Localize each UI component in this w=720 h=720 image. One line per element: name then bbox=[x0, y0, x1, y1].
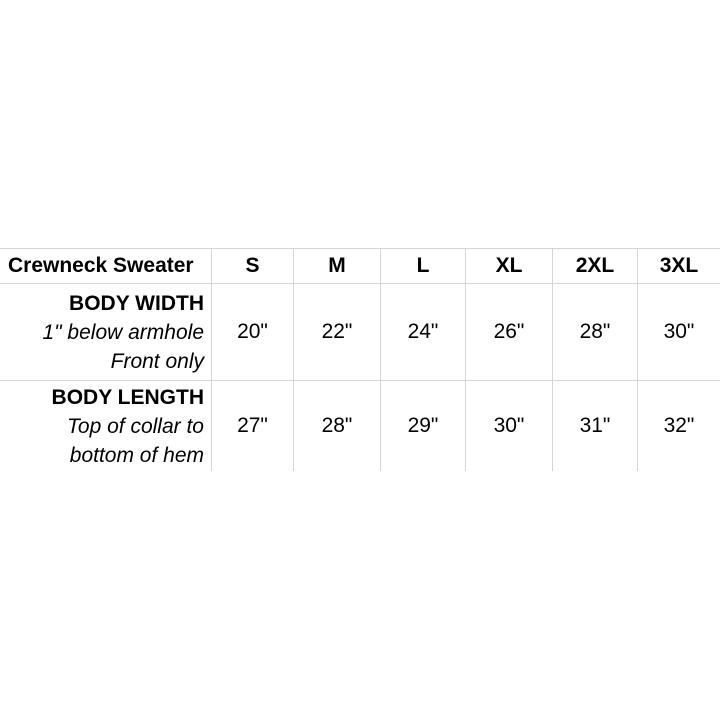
body-length-label-cell bbox=[0, 381, 212, 471]
size-value: 22" bbox=[321, 320, 353, 343]
body-width-value-2xl bbox=[553, 284, 638, 381]
size-header-label: L bbox=[416, 254, 430, 277]
body-width-value-m bbox=[294, 284, 381, 381]
measure-note-line2: Front only bbox=[110, 349, 204, 373]
size-header-xl bbox=[466, 249, 553, 284]
body-width-label-cell bbox=[0, 284, 212, 381]
size-value: 20" bbox=[237, 320, 268, 343]
size-value: 26" bbox=[493, 320, 525, 343]
measure-note-line1: 1" below armhole bbox=[42, 320, 204, 344]
measure-note-line2: bottom of hem bbox=[69, 443, 204, 467]
body-length-value-2xl bbox=[553, 381, 638, 471]
measure-title: BODY LENGTH bbox=[51, 385, 204, 409]
body-width-value-s bbox=[212, 284, 294, 381]
size-value: 32" bbox=[663, 414, 695, 437]
body-width-value-xl bbox=[466, 284, 553, 381]
size-value: 27" bbox=[237, 414, 268, 437]
body-length-value-m bbox=[294, 381, 381, 471]
product-name: Crewneck Sweater bbox=[8, 254, 194, 277]
size-value: 30" bbox=[663, 320, 695, 343]
body-length-value-s bbox=[212, 381, 294, 471]
size-header-s bbox=[212, 249, 294, 284]
measure-title: BODY WIDTH bbox=[69, 291, 204, 315]
size-value: 24" bbox=[407, 320, 439, 343]
size-value: 29" bbox=[407, 414, 439, 437]
product-name-header bbox=[0, 249, 212, 284]
size-header-3xl bbox=[638, 249, 720, 284]
size-header-label: 2XL bbox=[575, 254, 615, 277]
body-length-value-xl bbox=[466, 381, 553, 471]
size-value: 31" bbox=[579, 414, 611, 437]
size-chart-table bbox=[0, 248, 720, 471]
size-value: 28" bbox=[321, 414, 353, 437]
size-header-label: 3XL bbox=[659, 254, 699, 277]
measure-note-line1: Top of collar to bbox=[67, 414, 204, 438]
size-header-2xl bbox=[553, 249, 638, 284]
body-length-value-3xl bbox=[638, 381, 720, 471]
body-width-value-3xl bbox=[638, 284, 720, 381]
size-header-label: M bbox=[328, 254, 346, 277]
size-header-label: XL bbox=[495, 254, 523, 277]
body-length-value-l bbox=[381, 381, 466, 471]
body-width-value-l bbox=[381, 284, 466, 381]
size-header-l bbox=[381, 249, 466, 284]
size-value: 28" bbox=[579, 320, 611, 343]
size-header-label: S bbox=[245, 254, 260, 277]
size-header-m bbox=[294, 249, 381, 284]
size-value: 30" bbox=[493, 414, 525, 437]
